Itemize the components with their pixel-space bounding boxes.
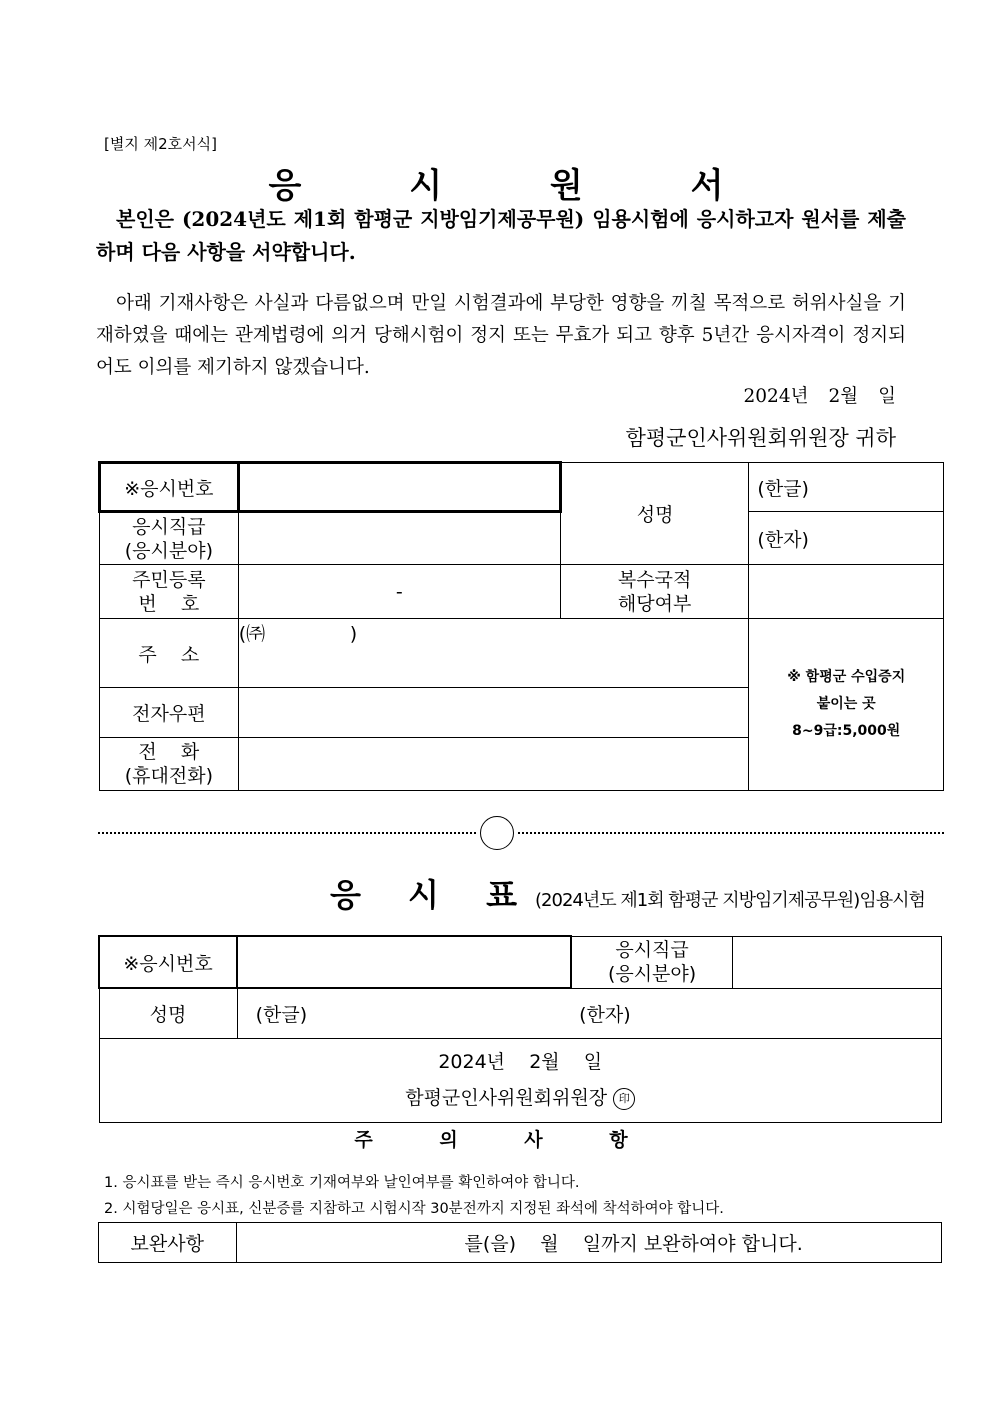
application-date: 2024년 2월 일 [743,386,896,407]
caution-item: 2. 시험당일은 응시표, 신분증를 지참하고 시험시작 30분전까지 지정된 좌석에 착석하여야 합니다. [104,1201,724,1217]
phone-field[interactable] [238,738,749,791]
rrn-label: 주민등록 번 호 [100,565,239,619]
supplement-field[interactable]: 를(을) 월 일까지 보완하여야 합니다. [236,1223,941,1263]
seal-mark-icon: 印 [613,1088,635,1110]
cautions-heading: 주 의 사 항 [354,1129,658,1151]
position-field[interactable] [238,512,560,565]
ticket-exam-no-field[interactable] [237,936,571,988]
ticket-table [98,935,942,1123]
pledge-body: 본인은 (2024년도 제1회 함평군 지방임기제공무원) 임용시험에 응시하고자 원서를 제출하며 다음 사항을 서약합니다. [96,207,906,264]
supplement-table [98,1222,942,1263]
rrn-field[interactable]: - [238,565,560,619]
cut-line [98,832,944,834]
form-number: [별지 제2호서식] [104,135,217,153]
stamp-area: ※ 함평군 수입증지 붙이는 곳 8~9급:5,000원 [749,619,944,791]
address-field[interactable]: (㈜ ) [238,619,749,688]
ticket-exam-no-label: ※응시번호 [99,936,237,988]
ticket-title: 응 시 표(2024년도 제1회 함평군 지방임기제공무원)임용시험 [330,876,925,914]
name-hangul-field[interactable]: (한글) [749,463,944,512]
ticket-position-label: 응시직급 (응시분야) [571,936,732,988]
phone-label: 전 화 (휴대전화) [100,738,239,791]
dual-nationality-field[interactable] [749,565,944,619]
name-label: 성명 [560,463,749,565]
ticket-name-label: 성명 [99,988,237,1038]
seal-icon [476,812,518,854]
exam-no-label: ※응시번호 [100,463,239,512]
exam-no-field[interactable] [238,463,560,512]
application-table [98,461,944,791]
dual-nationality-label: 복수국적 해당여부 [560,565,749,619]
caution-item: 1. 응시표를 받는 즉시 응시번호 기재여부와 날인여부를 확인하여야 합니다. [104,1175,580,1191]
position-label: 응시직급 (응시분야) [100,512,239,565]
ticket-issuer-block: 2024년 2월 일 함평군인사위원회위원장 印 [99,1038,942,1122]
pledge-text [96,203,906,269]
address-label: 주 소 [100,619,239,688]
ticket-position-field[interactable] [732,936,941,988]
name-hanja-field[interactable]: (한자) [749,512,944,565]
supplement-label: 보완사항 [99,1223,237,1263]
oath-text: 아래 기재사항은 사실과 다름없으며 만일 시험결과에 부당한 영향을 끼칠 목적으로 허위사실을 기재하였을 때에는 관계법령에 의거 당해시험이 정지 또는 무효가 되고 향후 5년간 응시자격이 정지되어도 이의를 제기하지 않겠습니다. [96,293,906,378]
ticket-name-field[interactable]: (한글) (한자) [237,988,941,1038]
email-field[interactable] [238,688,749,738]
email-label: 전자우편 [100,688,239,738]
addressee: 함평군인사위원회위원장 귀하 [625,426,896,450]
page-title: 응 시 원 서 [268,166,772,206]
